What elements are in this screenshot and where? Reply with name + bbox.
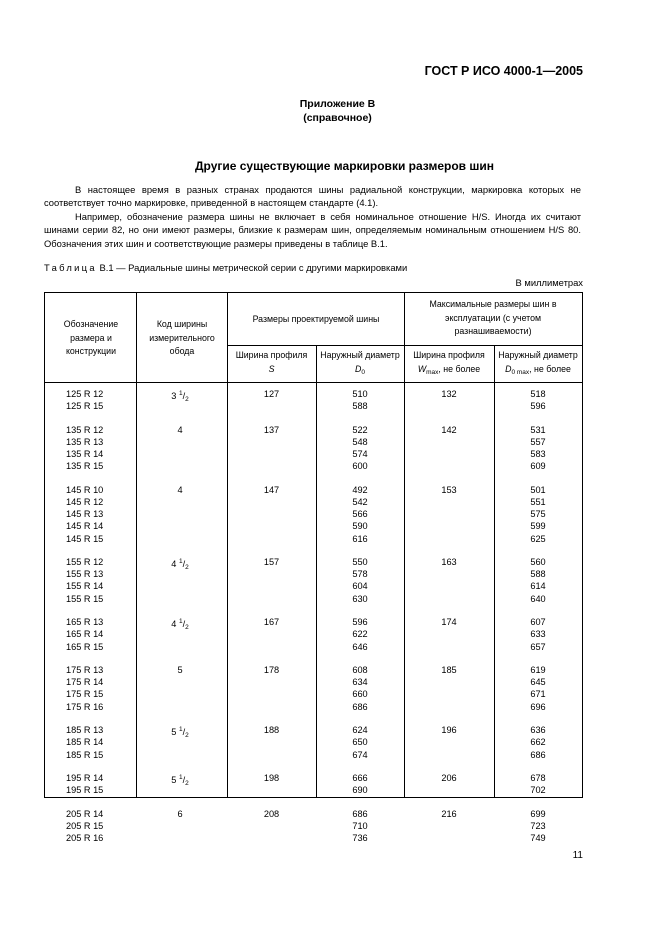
header-max-diameter-symbol: D bbox=[505, 363, 512, 374]
rim-code-whole: 5 bbox=[171, 775, 177, 786]
size-designation-cell bbox=[66, 556, 136, 605]
size-designation-cell bbox=[66, 388, 136, 412]
max-outer-diameter: 702 bbox=[530, 785, 546, 796]
profile-width-cell bbox=[227, 724, 316, 736]
rim-code-fraction-numerator: 1 bbox=[178, 390, 183, 397]
max-profile-width: 163 bbox=[441, 557, 457, 568]
size-designation: 135 R 12 bbox=[66, 424, 104, 435]
max-profile-width: 216 bbox=[441, 808, 457, 819]
rim-code-cell bbox=[136, 808, 224, 820]
outer-diameter: 578 bbox=[352, 569, 368, 580]
max-diameter-cell bbox=[494, 484, 582, 545]
rim-code-whole: 5 bbox=[171, 727, 177, 738]
size-designation: 155 R 12 bbox=[66, 557, 104, 568]
outer-diameter: 600 bbox=[352, 461, 368, 472]
max-outer-diameter: 501 bbox=[530, 484, 546, 495]
outer-diameter: 608 bbox=[352, 665, 368, 676]
table-caption-label: Таблица bbox=[44, 262, 97, 273]
max-outer-diameter: 599 bbox=[530, 521, 546, 532]
rim-code-cell bbox=[136, 388, 224, 406]
outer-diameter: 542 bbox=[352, 496, 368, 507]
max-diameter-cell bbox=[494, 616, 582, 653]
rim-code-fraction-slash: / bbox=[182, 391, 186, 401]
header-max-dims: Максимальные размеры шин в эксплуатации (с учетом разнашиваемости) bbox=[429, 299, 557, 336]
size-designation-cell bbox=[66, 724, 136, 761]
max-outer-diameter: 636 bbox=[530, 725, 546, 736]
annex-title: Приложение В bbox=[299, 98, 376, 110]
size-designation: 205 R 14 bbox=[66, 808, 104, 819]
size-designation: 165 R 15 bbox=[66, 641, 104, 652]
outer-diameter: 646 bbox=[352, 641, 368, 652]
header-profile-width-label: Ширина профиля bbox=[235, 350, 308, 360]
page-number: 11 bbox=[572, 850, 583, 861]
outer-diameter-cell bbox=[316, 556, 404, 605]
max-diameter-cell bbox=[494, 556, 582, 605]
profile-width-cell bbox=[227, 808, 316, 820]
table-body bbox=[45, 388, 582, 856]
header-design-dims: Размеры проектируемой шины bbox=[252, 314, 380, 324]
size-designation: 175 R 13 bbox=[66, 665, 104, 676]
outer-diameter: 634 bbox=[352, 677, 368, 688]
size-designation: 155 R 14 bbox=[66, 581, 104, 592]
outer-diameter: 574 bbox=[352, 449, 368, 460]
max-outer-diameter: 686 bbox=[530, 749, 546, 760]
profile-width: 157 bbox=[263, 557, 280, 568]
max-width-cell bbox=[404, 484, 494, 496]
max-width-cell bbox=[404, 556, 494, 568]
profile-width: 208 bbox=[263, 808, 280, 819]
table-row-group bbox=[45, 616, 582, 664]
size-designation: 175 R 15 bbox=[66, 689, 104, 700]
rim-code-whole: 4 bbox=[177, 484, 183, 495]
profile-width: 178 bbox=[263, 665, 280, 676]
page-title: Другие существующие маркировки размеров шин bbox=[194, 159, 495, 173]
size-designation-cell bbox=[66, 664, 136, 713]
outer-diameter-cell bbox=[316, 616, 404, 653]
header-profile-width-symbol: S bbox=[268, 363, 275, 374]
rim-code-cell bbox=[136, 664, 224, 676]
header-max-diameter-label: Наружный диаметр bbox=[498, 350, 578, 360]
rim-code-fraction-denominator: 2 bbox=[185, 780, 189, 788]
table-caption-text: В.1 — Радиальные шины метрической серии с другими маркировками bbox=[99, 262, 408, 273]
profile-width-cell bbox=[227, 484, 316, 496]
profile-width: 188 bbox=[263, 725, 280, 736]
size-designation-cell bbox=[66, 808, 136, 845]
max-profile-width: 142 bbox=[441, 424, 457, 435]
outer-diameter: 686 bbox=[352, 808, 368, 819]
annex-heading bbox=[0, 97, 661, 125]
outer-diameter: 686 bbox=[352, 701, 368, 712]
outer-diameter: 510 bbox=[352, 389, 368, 399]
header-max-width-label: Ширина профиля bbox=[413, 350, 485, 360]
rim-code-cell bbox=[136, 724, 224, 742]
profile-width-cell bbox=[227, 772, 316, 784]
rim-code-fraction-slash: / bbox=[182, 727, 186, 738]
size-designation: 145 R 10 bbox=[66, 484, 104, 495]
size-designation: 135 R 14 bbox=[66, 449, 104, 460]
profile-width-cell bbox=[227, 424, 316, 436]
rim-code-whole: 4 bbox=[177, 424, 183, 435]
max-profile-width: 196 bbox=[441, 725, 457, 736]
outer-diameter: 522 bbox=[352, 424, 368, 435]
outer-diameter: 566 bbox=[352, 509, 368, 520]
max-diameter-cell bbox=[494, 772, 582, 796]
outer-diameter: 690 bbox=[352, 785, 368, 796]
max-outer-diameter: 609 bbox=[530, 461, 546, 472]
outer-diameter: 588 bbox=[352, 401, 368, 412]
paragraph: В настоящее время в разных странах продаются шины радиальной конструкции, маркировка которых не соответствует точно маркировке, приведенной в настоящем стандарте (4.1). bbox=[44, 184, 581, 209]
max-outer-diameter: 723 bbox=[530, 820, 546, 831]
table-row-group bbox=[45, 424, 582, 484]
max-outer-diameter: 551 bbox=[530, 496, 546, 507]
max-outer-diameter: 749 bbox=[530, 833, 546, 844]
units-note: В миллиметрах bbox=[515, 277, 583, 288]
paragraph: Например, обозначение размера шины не включает в себя номинальное отношение H/S. Иногда их считают шинами серии 82, но они имеют размеры, близкие к размерам шин, определяемым номинальным отношением H/S 80. Обозначения этих шин и соответствующие размеры приведены в таблице В.1. bbox=[44, 210, 581, 249]
size-designation: 145 R 13 bbox=[66, 509, 104, 520]
rim-code-fraction-slash: / bbox=[182, 619, 186, 630]
max-diameter-cell bbox=[494, 724, 582, 761]
max-diameter-cell bbox=[494, 664, 582, 713]
max-profile-width: 185 bbox=[441, 665, 457, 676]
rim-code-fraction-slash: / bbox=[182, 559, 186, 570]
max-width-cell bbox=[404, 808, 494, 820]
rim-code-whole: 6 bbox=[177, 808, 183, 819]
header-rim-code: Код ширины измерительного обода bbox=[149, 319, 215, 356]
size-designation: 155 R 15 bbox=[66, 593, 104, 604]
tire-sizes-table bbox=[44, 292, 583, 844]
size-designation: 175 R 14 bbox=[66, 677, 104, 688]
outer-diameter-cell bbox=[316, 724, 404, 761]
max-outer-diameter: 699 bbox=[530, 808, 546, 819]
header-max-diameter-suffix: , не более bbox=[529, 363, 571, 374]
column-divider bbox=[136, 293, 137, 383]
table-row-group bbox=[45, 484, 582, 556]
max-outer-diameter: 596 bbox=[530, 401, 546, 412]
header-max-diameter-subscript: 0 max bbox=[511, 368, 530, 376]
size-designation: 135 R 13 bbox=[66, 436, 104, 447]
size-designation: 175 R 16 bbox=[66, 701, 104, 712]
outer-diameter: 710 bbox=[352, 820, 368, 831]
outer-diameter: 492 bbox=[352, 484, 368, 495]
size-designation: 205 R 16 bbox=[66, 833, 104, 844]
annex-note: (справочное) bbox=[303, 112, 372, 124]
size-designation: 155 R 13 bbox=[66, 569, 104, 580]
size-designation-cell bbox=[66, 424, 136, 473]
max-width-cell bbox=[404, 616, 494, 628]
size-designation: 145 R 15 bbox=[66, 533, 104, 544]
max-width-cell bbox=[404, 772, 494, 784]
size-designation: 185 R 14 bbox=[66, 737, 104, 748]
header-max-width bbox=[404, 349, 494, 379]
max-profile-width: 153 bbox=[441, 484, 457, 495]
outer-diameter: 548 bbox=[352, 436, 368, 447]
header-max-width-suffix: , не более bbox=[438, 363, 481, 374]
rim-code-fraction-denominator: 2 bbox=[185, 396, 189, 403]
max-outer-diameter: 619 bbox=[530, 665, 546, 676]
max-width-cell bbox=[404, 664, 494, 676]
table-row-group bbox=[45, 808, 582, 856]
max-diameter-cell bbox=[494, 388, 582, 412]
table-header bbox=[45, 293, 582, 383]
outer-diameter: 660 bbox=[352, 689, 368, 700]
outer-diameter: 622 bbox=[352, 629, 368, 640]
header-outer-diameter bbox=[316, 349, 404, 379]
size-designation: 205 R 15 bbox=[66, 820, 104, 831]
profile-width-cell bbox=[227, 556, 316, 568]
outer-diameter: 596 bbox=[352, 617, 368, 628]
rim-code-cell bbox=[136, 556, 224, 574]
max-outer-diameter: 633 bbox=[530, 629, 546, 640]
header-divider bbox=[227, 345, 582, 346]
size-designation: 185 R 15 bbox=[66, 749, 104, 760]
size-designation: 165 R 14 bbox=[66, 629, 104, 640]
outer-diameter: 736 bbox=[352, 833, 368, 844]
outer-diameter-cell bbox=[316, 424, 404, 473]
header-outer-diameter-label: Наружный диаметр bbox=[320, 350, 400, 360]
table-row-group bbox=[45, 772, 582, 808]
profile-width-cell bbox=[227, 664, 316, 676]
rim-code-fraction-denominator: 2 bbox=[185, 564, 189, 572]
rim-code-whole: 3 bbox=[171, 391, 177, 401]
max-outer-diameter: 625 bbox=[530, 533, 546, 544]
rim-code-cell bbox=[136, 616, 224, 634]
max-outer-diameter: 588 bbox=[530, 569, 546, 580]
profile-width-cell bbox=[227, 616, 316, 628]
size-designation: 125 R 12 bbox=[66, 389, 104, 399]
max-outer-diameter: 614 bbox=[530, 581, 546, 592]
size-designation: 135 R 15 bbox=[66, 461, 104, 472]
outer-diameter-cell bbox=[316, 664, 404, 713]
profile-width: 137 bbox=[263, 424, 280, 435]
max-diameter-cell bbox=[494, 808, 582, 845]
outer-diameter: 590 bbox=[352, 521, 368, 532]
max-width-cell bbox=[404, 388, 494, 400]
profile-width: 147 bbox=[263, 484, 280, 495]
size-designation: 195 R 15 bbox=[66, 785, 104, 796]
max-outer-diameter: 671 bbox=[530, 689, 546, 700]
profile-width: 127 bbox=[263, 389, 280, 399]
outer-diameter: 550 bbox=[352, 557, 368, 568]
max-outer-diameter: 645 bbox=[530, 677, 546, 688]
rim-code-fraction-slash: / bbox=[182, 775, 186, 786]
header-max-width-subscript: max bbox=[426, 368, 439, 376]
rim-code-cell bbox=[136, 772, 224, 790]
size-designation: 145 R 12 bbox=[66, 496, 104, 507]
table-row-group bbox=[45, 664, 582, 724]
header-profile-width bbox=[227, 349, 316, 376]
rim-code-fraction-numerator: 1 bbox=[178, 558, 183, 566]
max-diameter-cell bbox=[494, 424, 582, 473]
max-outer-diameter: 531 bbox=[530, 424, 546, 435]
size-designation: 145 R 14 bbox=[66, 521, 104, 532]
outer-diameter-cell bbox=[316, 484, 404, 545]
size-designation-cell bbox=[66, 616, 136, 653]
header-designation: Обозначение размера и конструкции bbox=[63, 319, 119, 356]
rim-code-cell bbox=[136, 484, 224, 496]
rim-code-fraction-denominator: 2 bbox=[185, 624, 189, 632]
rim-code-whole: 4 bbox=[171, 559, 177, 570]
table-row-group bbox=[45, 556, 582, 616]
size-designation: 185 R 13 bbox=[66, 725, 104, 736]
table-caption bbox=[44, 262, 407, 273]
max-profile-width: 174 bbox=[441, 617, 457, 628]
max-outer-diameter: 560 bbox=[530, 557, 546, 568]
profile-width: 198 bbox=[263, 773, 280, 784]
outer-diameter: 616 bbox=[352, 533, 368, 544]
outer-diameter: 630 bbox=[352, 593, 368, 604]
rim-code-cell bbox=[136, 424, 224, 436]
max-outer-diameter: 662 bbox=[530, 737, 546, 748]
standard-designation: ГОСТ Р ИСО 4000-1—2005 bbox=[424, 64, 583, 78]
header-max-width-symbol: W bbox=[417, 363, 427, 374]
max-outer-diameter: 640 bbox=[530, 593, 546, 604]
intro-text bbox=[44, 183, 581, 250]
outer-diameter: 650 bbox=[352, 737, 368, 748]
header-max-diameter bbox=[494, 349, 582, 379]
rim-code-fraction-denominator: 2 bbox=[185, 732, 189, 740]
max-outer-diameter: 518 bbox=[530, 389, 546, 399]
size-designation-cell bbox=[66, 772, 136, 796]
header-outer-diameter-subscript: 0 bbox=[361, 368, 365, 376]
header-outer-diameter-symbol: D bbox=[355, 363, 362, 374]
max-profile-width: 206 bbox=[441, 773, 457, 784]
rim-code-fraction-numerator: 1 bbox=[178, 726, 183, 734]
max-width-cell bbox=[404, 724, 494, 736]
max-width-cell bbox=[404, 424, 494, 436]
outer-diameter-cell bbox=[316, 808, 404, 845]
table-row-group bbox=[45, 388, 582, 424]
profile-width: 167 bbox=[263, 617, 280, 628]
outer-diameter: 624 bbox=[352, 725, 368, 736]
outer-diameter-cell bbox=[316, 388, 404, 412]
size-designation: 165 R 13 bbox=[66, 617, 104, 628]
size-designation: 125 R 15 bbox=[66, 401, 104, 412]
max-outer-diameter: 607 bbox=[530, 617, 546, 628]
max-outer-diameter: 583 bbox=[530, 449, 546, 460]
max-outer-diameter: 678 bbox=[530, 773, 546, 784]
size-designation-cell bbox=[66, 484, 136, 545]
max-profile-width: 132 bbox=[441, 389, 457, 399]
table-row-group bbox=[45, 724, 582, 772]
size-designation: 195 R 14 bbox=[66, 773, 104, 784]
outer-diameter: 604 bbox=[352, 581, 368, 592]
outer-diameter: 674 bbox=[352, 749, 368, 760]
rim-code-whole: 4 bbox=[171, 619, 177, 630]
max-outer-diameter: 657 bbox=[530, 641, 546, 652]
rim-code-fraction-numerator: 1 bbox=[178, 774, 183, 782]
rim-code-whole: 5 bbox=[177, 665, 183, 676]
profile-width-cell bbox=[227, 388, 316, 400]
max-outer-diameter: 557 bbox=[530, 436, 546, 447]
max-outer-diameter: 575 bbox=[530, 509, 546, 520]
max-outer-diameter: 696 bbox=[530, 701, 546, 712]
rim-code-fraction-numerator: 1 bbox=[178, 618, 183, 626]
outer-diameter-cell bbox=[316, 772, 404, 796]
outer-diameter: 666 bbox=[352, 773, 368, 784]
